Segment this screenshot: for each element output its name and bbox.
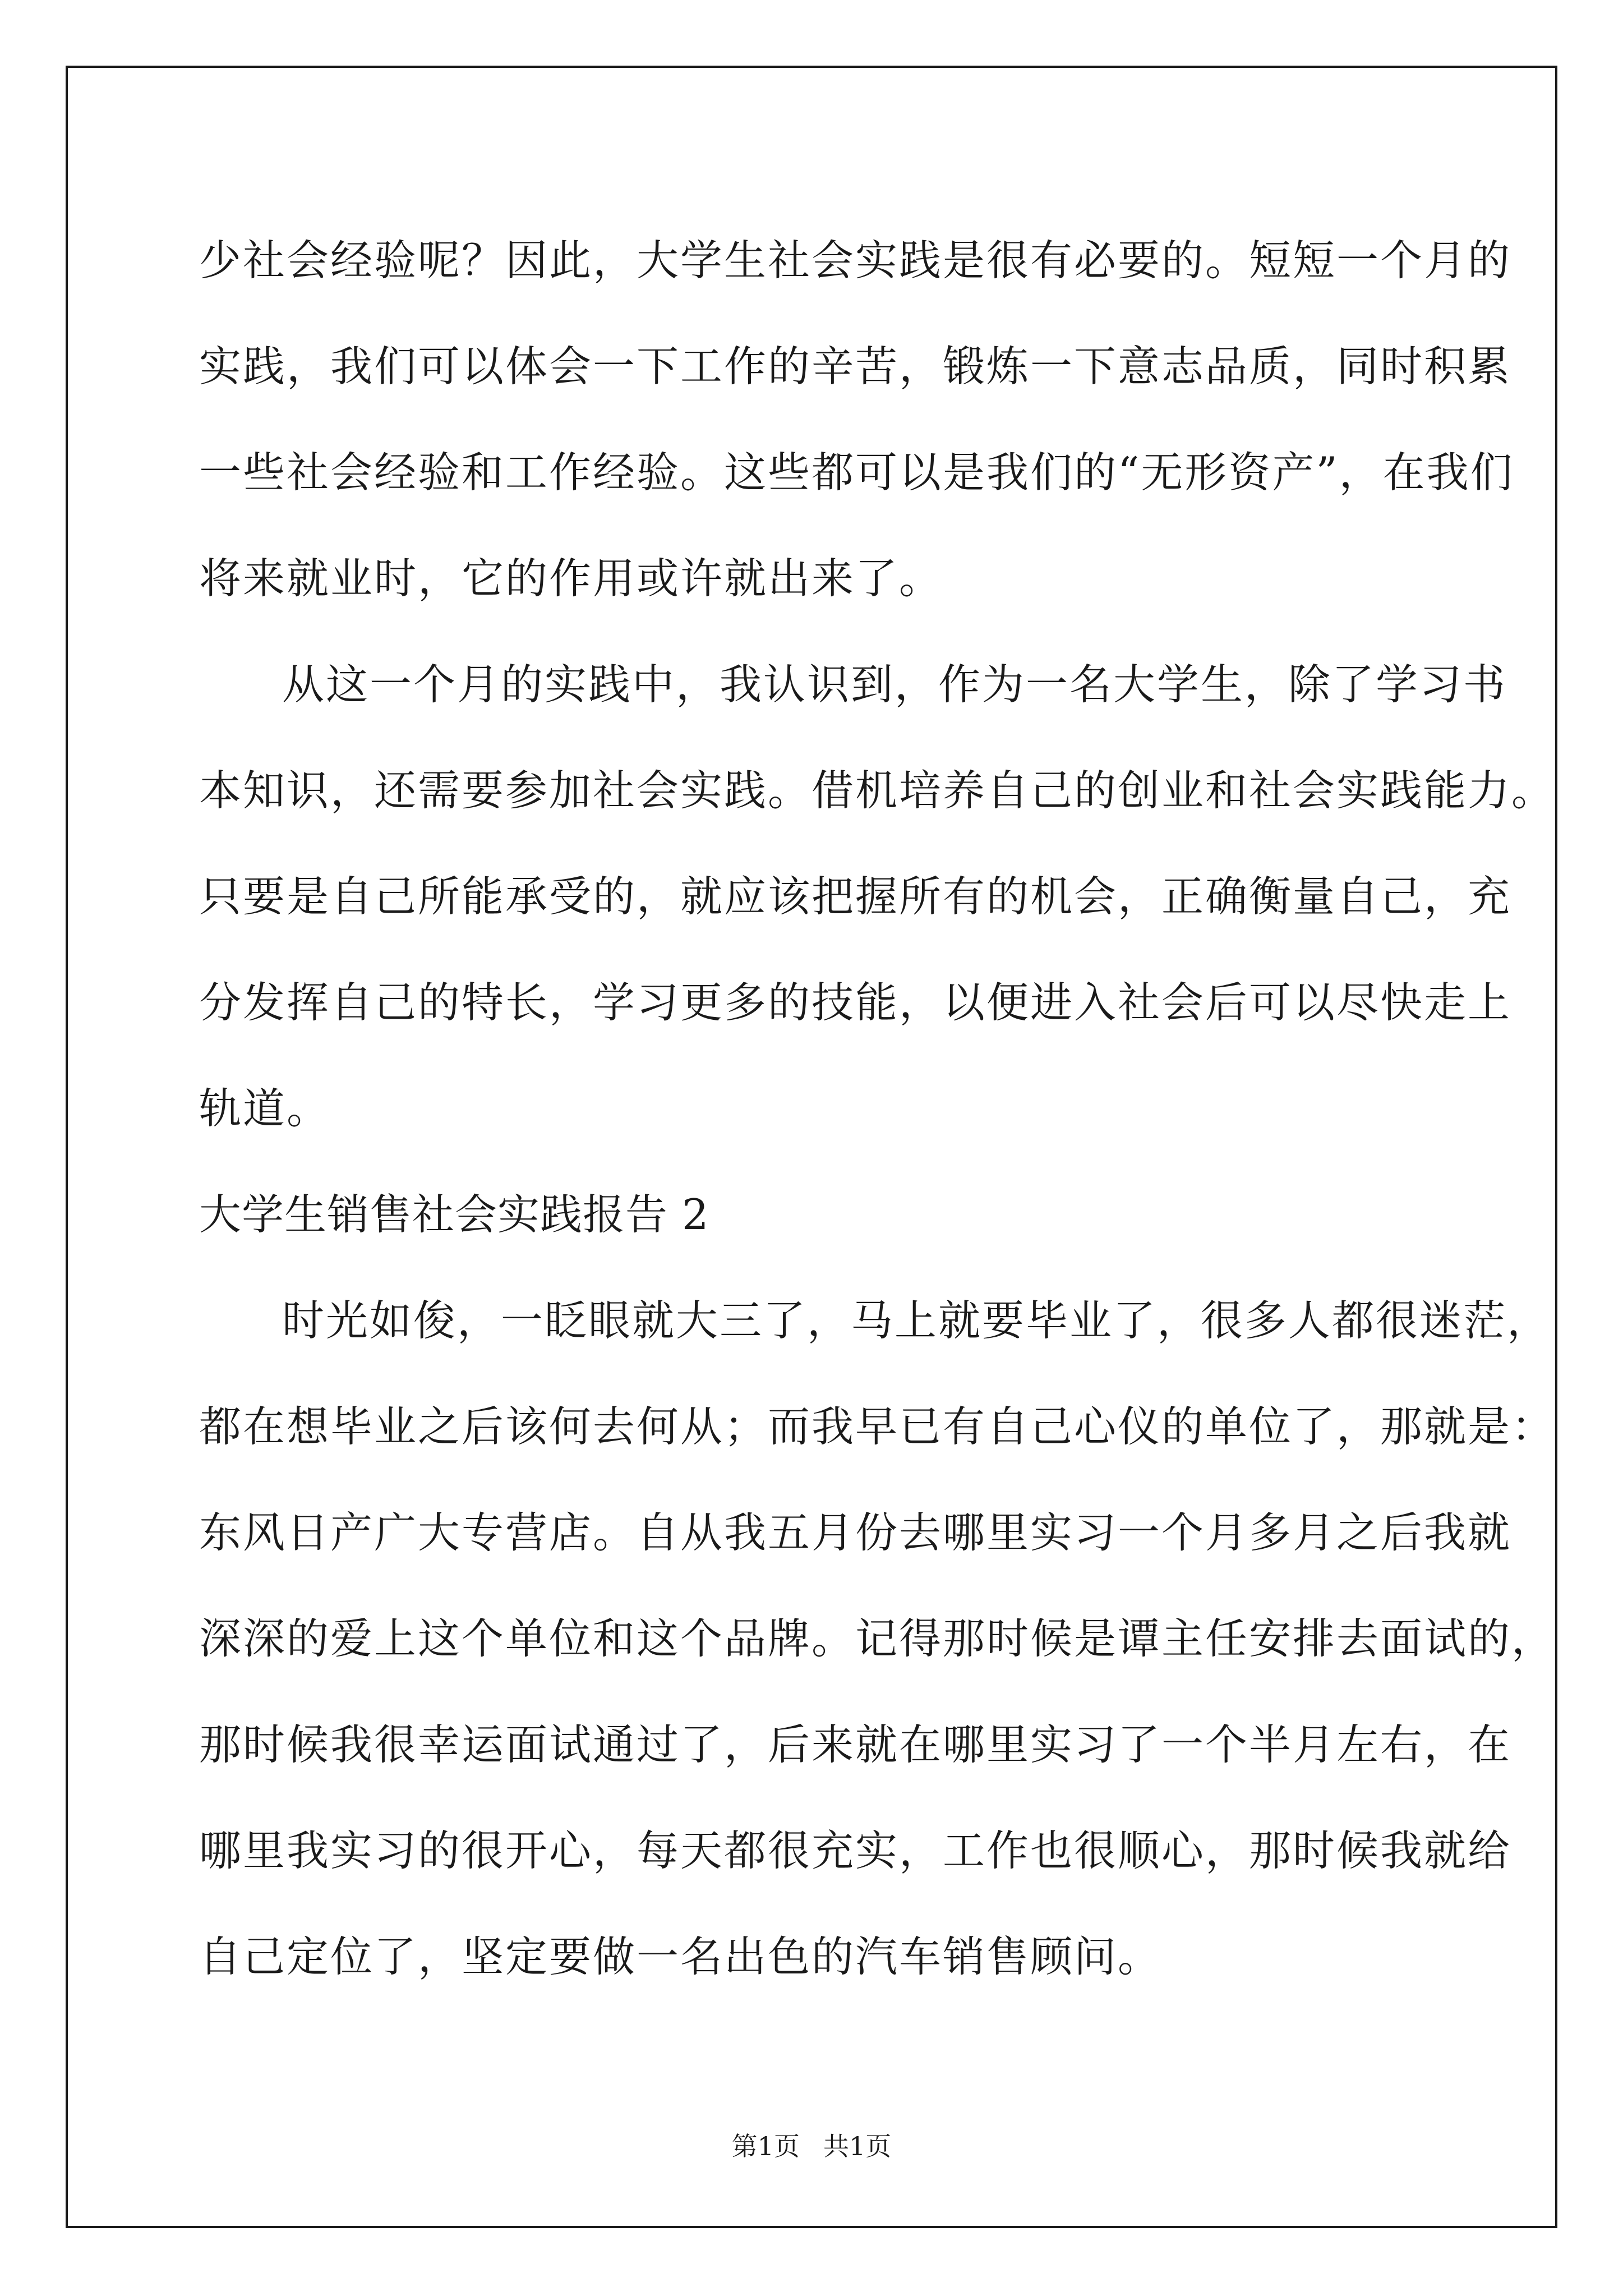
paragraph-line: 轨道。 (199, 1084, 331, 1133)
paragraph-line: 东风日产广大专营店。自从我五月份去哪里实习一个月多月之后我就 (199, 1508, 1512, 1557)
page-total: 共1页 (823, 2131, 892, 2161)
paragraph-line: 少社会经验呢？因此，大学生社会实践是很有必要的。短短一个月的 (199, 236, 1512, 285)
page-number: 第1页 (731, 2131, 800, 2161)
paragraph-line: 本知识，还需要参加社会实践。借机培养自己的创业和社会实践能力。 (199, 766, 1556, 815)
document-body (199, 208, 1556, 2010)
paragraph-line: 分发挥自己的特长，学习更多的技能，以便进入社会后可以尽快走上 (199, 978, 1512, 1027)
paragraph-line: 都在想毕业之后该何去何从；而我早已有自己心仪的单位了，那就是： (199, 1402, 1556, 1451)
paragraph-line: 自己定位了，坚定要做一名出色的汽车销售顾问。 (199, 1932, 1162, 1981)
page-footer (0, 2126, 1623, 2163)
paragraph-line: 将来就业时，它的作用或许就出来了。 (199, 554, 943, 603)
paragraph-line: 从这一个月的实践中，我认识到，作为一名大学生，除了学习书 (282, 660, 1507, 709)
paragraph-line: 实践，我们可以体会一下工作的辛苦，锻炼一下意志品质，同时积累 (199, 342, 1512, 391)
paragraph-line: 一些社会经验和工作经验。这些都可以是我们的“无形资产”，在我们 (199, 448, 1514, 497)
paragraph-line: 哪里我实习的很开心，每天都很充实，工作也很顺心，那时候我就给 (199, 1826, 1512, 1875)
paragraph-line: 只要是自己所能承受的，就应该把握所有的机会，正确衡量自己，充 (199, 872, 1512, 921)
paragraph-line: 深深的爱上这个单位和这个品牌。记得那时候是谭主任安排去面试的， (199, 1614, 1556, 1663)
paragraph-line: 时光如俊，一眨眼就大三了，马上就要毕业了，很多人都很迷茫， (282, 1296, 1551, 1345)
paragraph-line: 那时候我很幸运面试通过了，后来就在哪里实习了一个半月左右，在 (199, 1720, 1512, 1769)
section-heading: 大学生销售社会实践报告 2 (199, 1190, 709, 1239)
